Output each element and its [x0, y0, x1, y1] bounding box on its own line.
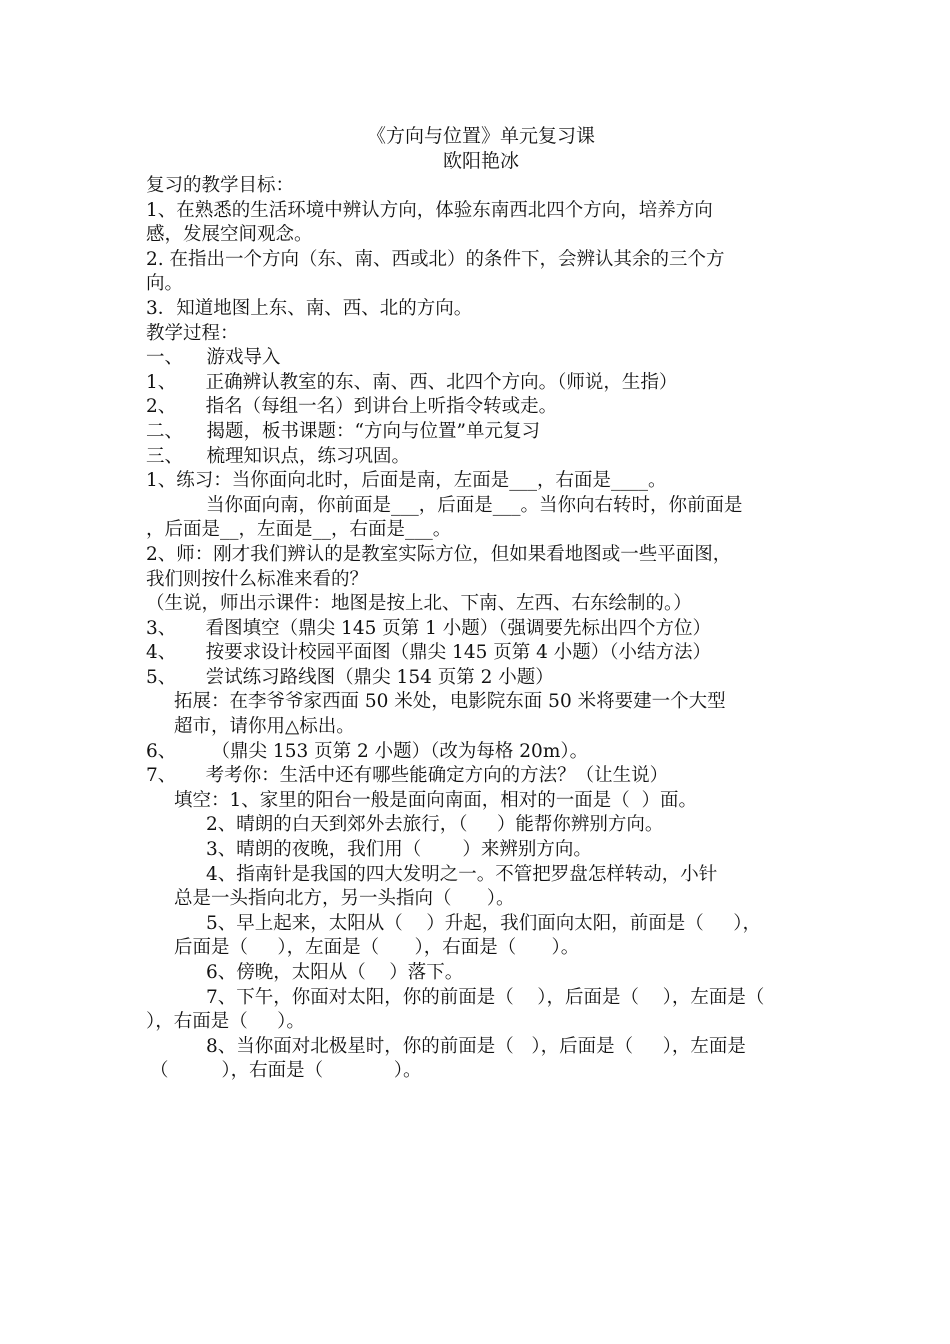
document-line: 向。 — [146, 273, 184, 295]
document-author: 欧阳艳冰 — [442, 150, 519, 172]
document-line: 教学过程： — [146, 322, 239, 344]
document-line: 填空：1、家里的阳台一般是面向南面，相对的一面是（ ）面。 — [174, 789, 698, 811]
document-line: 1、 正确辨认教室的东、南、西、北四个方向。（师说，生指） — [146, 371, 678, 393]
document-line: 一、 游戏导入 — [146, 347, 281, 369]
document-line: 拓展：在李爷爷家西面 50 米处，电影院东面 50 米将要建一个大型 — [174, 691, 726, 713]
document-line: 7、下午，你面对太阳，你的前面是（ ），后面是（ ），左面是（ — [206, 986, 765, 1008]
document-line: 2、 指名（每组一名）到讲台上听指令转或走。 — [146, 396, 558, 418]
document-line: 我们则按什么标准来看的？ — [146, 568, 369, 590]
document-line: 总是一头指向北方，另一头指向（ ）。 — [174, 888, 515, 910]
document-line: 2、师：刚才我们辨认的是教室实际方位，但如果看地图或一些平面图， — [146, 543, 732, 565]
document-line: （生说，师出示课件：地图是按上北、下南、左西、右东绘制的。） — [146, 593, 692, 615]
document-line: 5、 尝试练习路线图（鼎尖 154 页第 2 小题） — [146, 666, 554, 688]
document-line: 1、练习：当你面向北时，后面是南，左面是___，右面是____。 — [146, 470, 667, 492]
document-line: 感，发展空间观念。 — [146, 224, 313, 246]
document-line: 4、指南针是我国的四大发明之一。不管把罗盘怎样转动，小针 — [206, 863, 718, 885]
document-line: 二、 揭题，板书课题：“方向与位置”单元复习 — [146, 420, 540, 442]
document-line: 3、 看图填空（鼎尖 145 页第 1 小题）（强调要先标出四个方位） — [146, 617, 712, 639]
document-line: ），右面是（ ）。 — [146, 1011, 305, 1033]
document-line: 超市，请你用△标出。 — [174, 716, 355, 738]
document-line: 7、 考考你：生活中还有哪些能确定方向的方法？（让生说） — [146, 765, 669, 787]
document-line: ，后面是__，左面是__，右面是___。 — [146, 519, 452, 541]
document-line: 2. 在指出一个方向（东、南、西或北）的条件下，会辨认其余的三个方 — [146, 248, 725, 270]
document-line: 6、傍晚，太阳从（ ）落下。 — [206, 962, 464, 983]
document-line: 4、 按要求设计校园平面图（鼎尖 145 页第 4 小题）（小结方法） — [146, 642, 712, 664]
document-line: 3、晴朗的夜晚，我们用（ ）来辨别方向。 — [206, 839, 592, 861]
document-line: 1、在熟悉的生活环境中辨认方向，体验东南西北四个方向，培养方向 — [146, 199, 713, 221]
document-line: （ ），右面是（ ）。 — [150, 1060, 422, 1082]
document-line: 三、 梳理知识点，练习巩固。 — [146, 445, 411, 467]
document-line: 6、 （鼎尖 153 页第 2 小题）（改为每格 20m）。 — [146, 740, 589, 762]
document-lines — [146, 174, 816, 1084]
document-line: 复习的教学目标： — [146, 175, 295, 196]
document-line: 后面是（ ），左面是（ ），右面是（ ）。 — [174, 937, 580, 959]
document-line: 当你面向南，你前面是___，后面是___。当你向右转时，你前面是 — [206, 494, 743, 516]
document-line: 5、早上起来，太阳从（ ）升起，我们面向太阳，前面是（ ）， — [206, 912, 761, 934]
document-line: 2、晴朗的白天到郊外去旅行，（ ）能帮你辨别方向。 — [206, 814, 664, 836]
document-title: 《方向与位置》单元复习课 — [366, 125, 595, 147]
document-line: 3．知道地图上东、南、西、北的方向。 — [146, 297, 473, 319]
document-body — [146, 124, 816, 1084]
document-line: 8、当你面对北极星时，你的前面是（ ），后面是（ ），左面是 — [206, 1035, 746, 1057]
